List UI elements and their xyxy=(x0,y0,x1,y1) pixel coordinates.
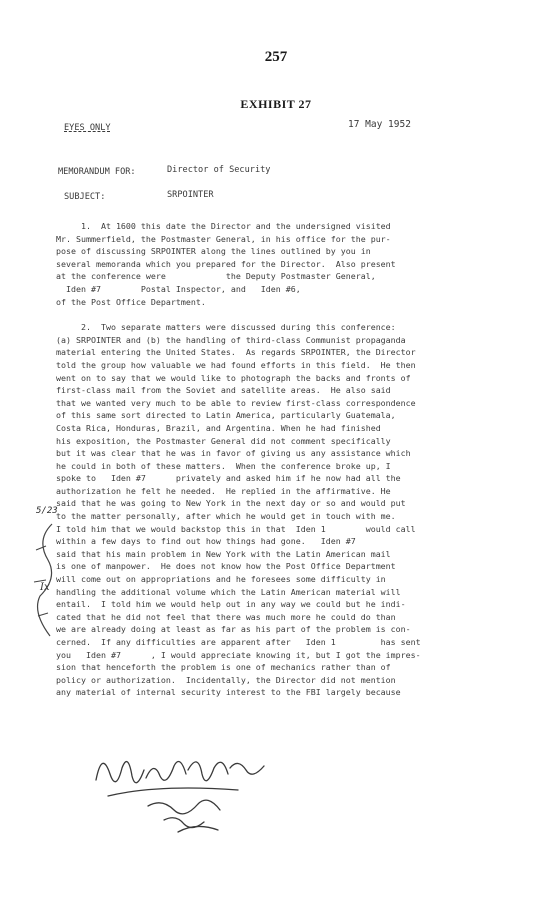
memo-line: to the matter personally, after which he would get in touch with me. xyxy=(56,511,396,522)
memo-line: his exposition, the Postmaster General did not comment specifically xyxy=(56,435,391,446)
memo-line: of the Post Office Department. xyxy=(56,296,206,307)
subject-value: SRPOINTER xyxy=(167,190,214,200)
memo-line: of this same sort directed to Latin America, particularly Guatemala, xyxy=(56,410,396,421)
memo-line: first-class mail from the Soviet and satellite areas. He also said xyxy=(56,385,391,396)
memo-for-value: Director of Security xyxy=(167,165,271,175)
memo-line: authorization he felt he needed. He replied in the affirmative. He xyxy=(56,485,391,496)
memo-line: said that his main problem in New York with the Latin American mail xyxy=(56,548,391,559)
memo-line: but it was clear that he was in favor of giving us any assistance which xyxy=(56,448,411,459)
memo-line: entail. I told him we would help out in any way we could but he indi- xyxy=(56,599,406,610)
memo-line: Mr. Summerfield, the Postmaster General, in his office for the pur- xyxy=(56,233,391,244)
memo-line: pose of discussing SRPOINTER along the lines outlined by you in xyxy=(56,246,371,257)
memo-line: will come out on appropriations and he foresees some difficulty in xyxy=(56,574,386,585)
memo-line: Costa Rica, Honduras, Brazil, and Argentina. When he had finished xyxy=(56,422,381,433)
memo-line: any material of internal security interest to the FBI largely because xyxy=(56,687,401,698)
memo-line: (a) SRPOINTER and (b) the handling of third-class Communist propaganda xyxy=(56,334,406,345)
memo-line: is one of manpower. He does not know how the Post Office Department xyxy=(56,561,396,572)
margin-stamp: 5/23 xyxy=(36,506,58,516)
memo-line: handling the additional volume which the Latin American material will xyxy=(56,586,401,597)
handwritten-signature xyxy=(88,740,298,850)
memo-line xyxy=(56,308,506,321)
memo-line: 2. Two separate matters were discussed during this conference: xyxy=(56,322,396,333)
memo-line: I told him that we would backstop this in that Iden 1 would call xyxy=(56,523,416,534)
memo-line: went on to say that we would like to photograph the backs and fronts of xyxy=(56,372,411,383)
signature-text: Richard Helms xyxy=(88,740,96,741)
memo-body xyxy=(56,220,506,699)
memo-line: within a few days to find out how things had gone. Iden #7 xyxy=(56,536,356,547)
subject-label: SUBJECT: xyxy=(64,192,106,202)
margin-bracket-mark xyxy=(30,520,60,640)
memo-for-label: MEMORANDUM FOR: xyxy=(58,167,136,177)
eyes-only-marking: EYES ONLY xyxy=(64,123,111,133)
memo-line: spoke to Iden #7 privately and asked him if he now had all the xyxy=(56,473,401,484)
memo-line: cerned. If any difficulties are apparent after Iden 1 has sent xyxy=(56,637,421,647)
memo-line: we are already doing at least as far as his part of the problem is con- xyxy=(56,624,411,635)
memo-line: several memoranda which you prepared for the Director. Also present xyxy=(56,258,396,269)
memo-line: policy or authorization. Incidentally, the Director did not mention xyxy=(56,674,396,685)
memo-line: 1. At 1600 this date the Director and the undersigned visited xyxy=(56,221,391,231)
memo-line: he could in both of these matters. When the conference broke up, I xyxy=(56,460,391,471)
memo-line: that we wanted very much to be able to review first-class correspondence xyxy=(56,397,416,408)
memo-line: at the conference were the Deputy Postmaster General, xyxy=(56,271,376,282)
exhibit-title: EXHIBIT 27 xyxy=(240,97,312,111)
memo-line: cated that he did not feel that there was much more he could do than xyxy=(56,611,396,622)
memo-line: material entering the United States. As regards SRPOINTER, the Director xyxy=(56,347,416,358)
memo-line: said that he was going to New York in the next day or so and would put xyxy=(56,498,406,509)
memo-line: you Iden #7 , I would appreciate knowing it, but I got the impres- xyxy=(56,649,421,660)
memo-date: 17 May 1952 xyxy=(348,119,411,130)
memo-line: sion that henceforth the problem is one of mechanics rather than of xyxy=(56,662,391,673)
page-number: 257 xyxy=(264,49,288,65)
memo-line: told the group how valuable we had found efforts in this field. He then xyxy=(56,359,416,370)
memo-line: Iden #7 Postal Inspector, and Iden #6, xyxy=(56,283,301,294)
margin-mark: Ix xyxy=(40,582,50,593)
